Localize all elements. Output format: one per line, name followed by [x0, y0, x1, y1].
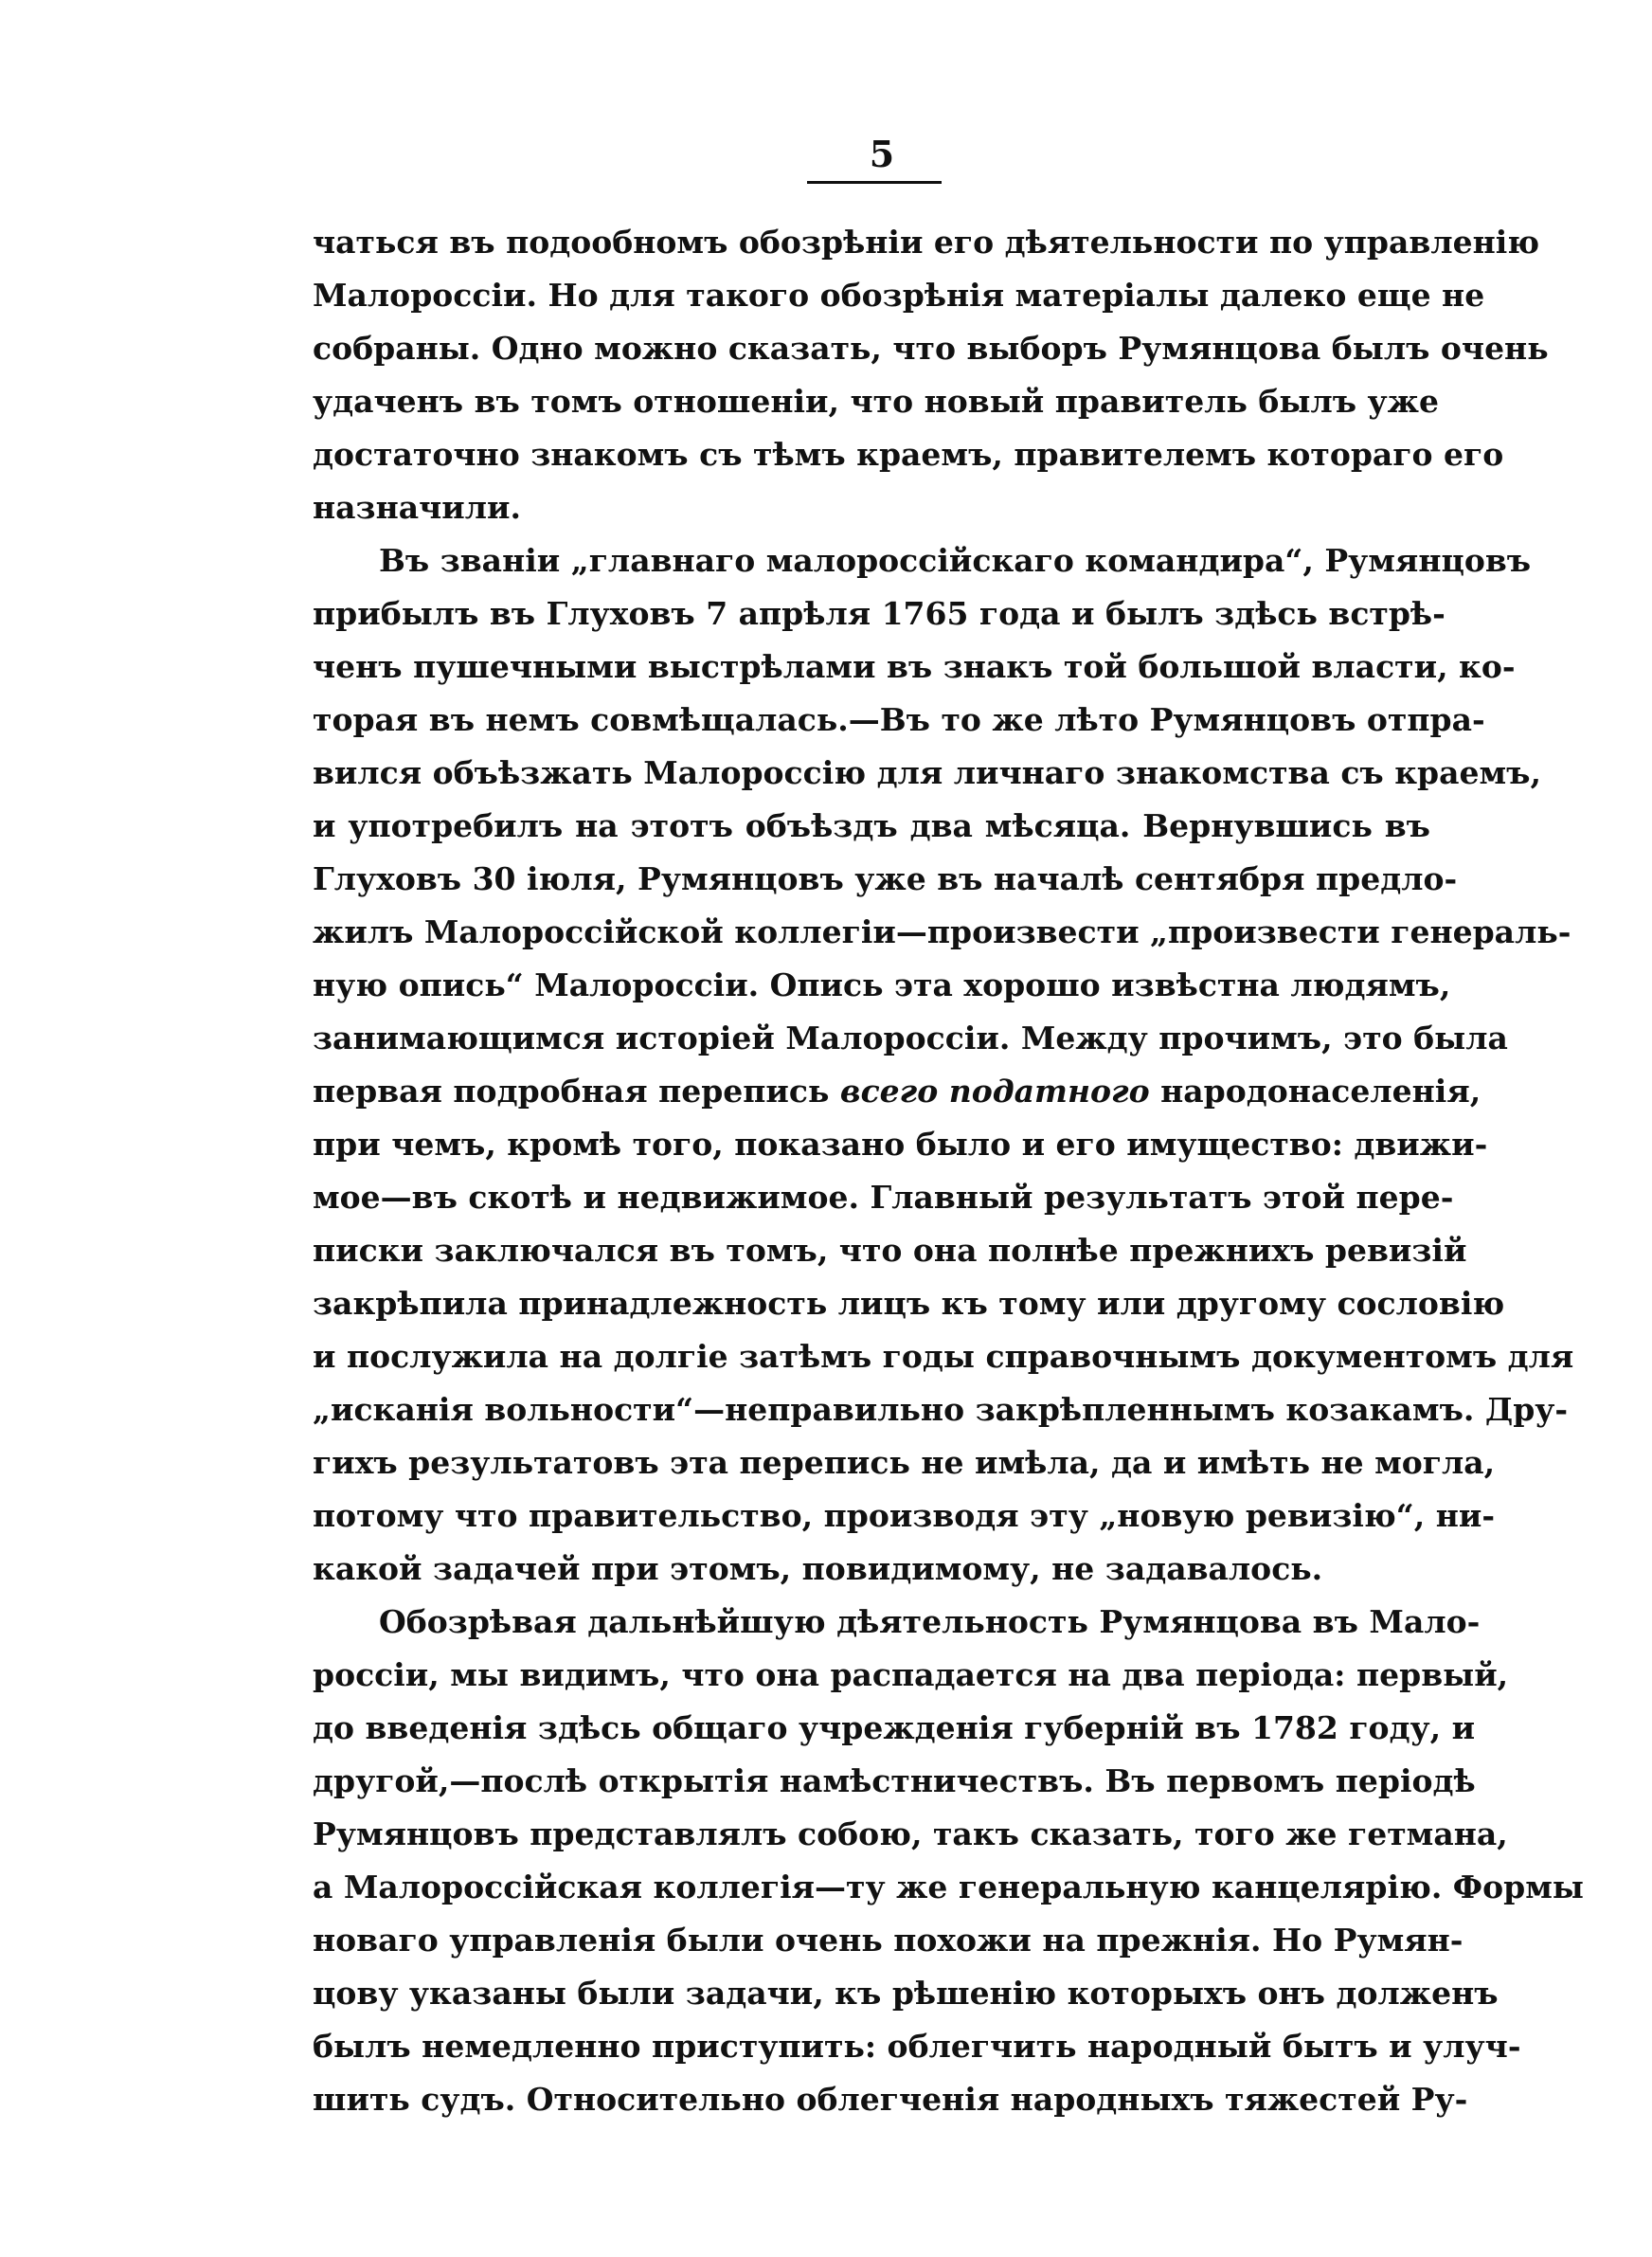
text-line: собраны. Одно можно сказать, что выборъ Румянцова былъ очень [313, 330, 1549, 367]
text-line: жилъ Малороссійской коллегіи—произвести „произвести генераль- [313, 913, 1571, 950]
text-line: ченъ пушечными выстрѣлами въ знакъ той большой власти, ко- [313, 648, 1516, 685]
italic-phrase: всего податного [839, 1073, 1150, 1110]
text-line: шить судъ. Относительно облегченія народныхъ тяжестей Ру- [313, 2081, 1468, 2118]
text-line: и послужила на долгіе затѣмъ годы справочнымъ документомъ для [313, 1338, 1574, 1375]
page-number: 5 [869, 133, 895, 175]
text-line: торая въ немъ совмѣщалась.—Въ то же лѣто Румянцовъ отпра- [313, 701, 1485, 738]
text-line: удаченъ въ томъ отношеніи, что новый правитель былъ уже [313, 383, 1439, 420]
text-line: Малороссіи. Но для такого обозрѣнія матеріалы далеко еще не [313, 277, 1485, 314]
text-line: потому что правительство, производя эту „новую ревизію“, ни- [313, 1497, 1496, 1534]
body-text [313, 216, 1584, 2126]
text-line-with-italic [313, 1065, 1481, 1118]
text-line: прибылъ въ Глуховъ 7 апрѣля 1765 года и былъ здѣсь встрѣ- [313, 595, 1446, 632]
line-segment: первая подробная перепись [313, 1073, 840, 1110]
text-line: другой,—послѣ открытія намѣстничествъ. Въ первомъ періодѣ [313, 1762, 1476, 1799]
text-line: а Малороссійская коллегія—ту же генеральную канцелярію. Формы [313, 1869, 1584, 1905]
text-line: гихъ результатовъ эта перепись не имѣла, да и имѣть не могла, [313, 1444, 1496, 1481]
text-line: и употребилъ на этотъ объѣздъ два мѣсяца. Вернувшись въ [313, 807, 1430, 844]
line-segment: народонаселенія, [1149, 1073, 1481, 1110]
text-line: назначили. [313, 489, 521, 526]
text-line: цову указаны были задачи, къ рѣшенію которыхъ онъ долженъ [313, 1975, 1499, 2012]
text-line: вился объѣзжать Малороссію для личнаго знакомства съ краемъ, [313, 754, 1541, 791]
text-line: занимающимся исторіей Малороссіи. Между прочимъ, это была [313, 1020, 1508, 1056]
text-line: россіи, мы видимъ, что она распадается на два періода: первый, [313, 1656, 1509, 1693]
paragraph-start-line: Обозрѣвая дальнѣйшую дѣятельность Румянцова въ Мало- [379, 1603, 1481, 1640]
text-line: чаться въ подообномъ обозрѣніи его дѣятельности по управленію [313, 224, 1540, 261]
text-line: закрѣпила принадлежность лицъ къ тому или другому сословію [313, 1285, 1505, 1322]
text-line: „исканія вольности“—неправильно закрѣпленнымъ козакамъ. Дру- [313, 1391, 1569, 1428]
text-line: ную опись“ Малороссіи. Опись эта хорошо извѣстна людямъ, [313, 966, 1451, 1003]
text-line: достаточно знакомъ съ тѣмъ краемъ, правителемъ котораго его [313, 436, 1504, 473]
text-line: новаго управленія были очень похожи на прежнія. Но Румян- [313, 1922, 1463, 1959]
text-line: мое—въ скотѣ и недвижимое. Главный результатъ этой пере- [313, 1179, 1454, 1216]
text-line: какой задачей при этомъ, повидимому, не задавалось. [313, 1550, 1323, 1587]
page-number-rule [807, 181, 942, 184]
text-line: Глуховъ 30 іюля, Румянцовъ уже въ началѣ сентября предло- [313, 860, 1458, 897]
text-line: при чемъ, кромѣ того, показано было и его имущество: движи- [313, 1126, 1488, 1163]
paragraph-start-line: Въ званіи „главнаго малороссійскаго командира“, Румянцовъ [379, 542, 1532, 579]
text-line: до введенія здѣсь общаго учрежденія губерній въ 1782 году, и [313, 1709, 1476, 1746]
text-line: былъ немедленно приступить: облегчить народный бытъ и улуч- [313, 2028, 1521, 2065]
text-line: писки заключался въ томъ, что она полнѣе прежнихъ ревизій [313, 1232, 1467, 1269]
text-line: Румянцовъ представлялъ собою, такъ сказать, того же гетмана, [313, 1815, 1508, 1852]
